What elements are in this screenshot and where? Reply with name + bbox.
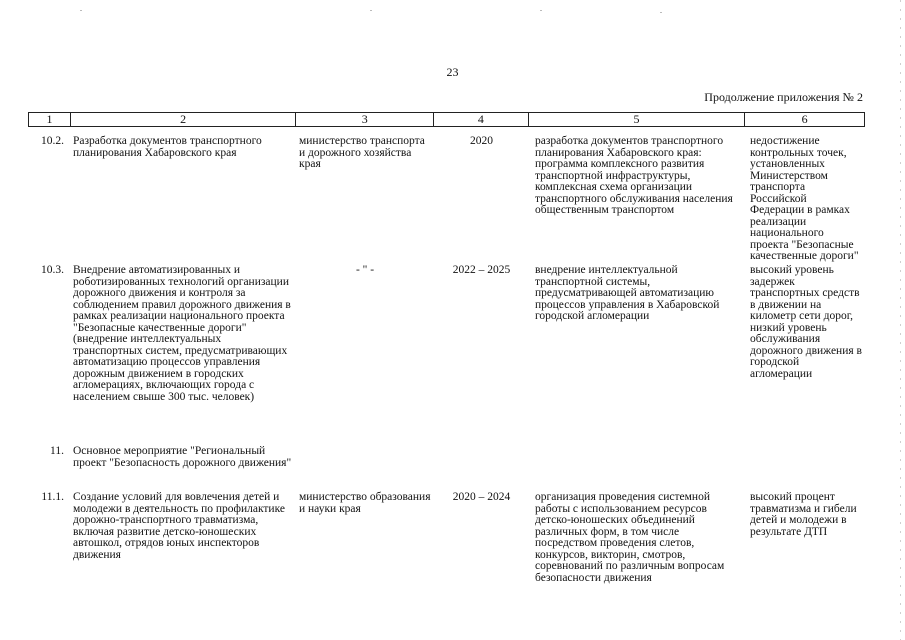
executor: министерство образования и науки края (299, 491, 431, 515)
table-row (28, 492, 865, 584)
executor (296, 446, 434, 469)
row-number: 10.3. (41, 264, 64, 276)
page-number: 23 (446, 65, 459, 79)
expected-result (529, 446, 746, 469)
table-row (28, 265, 865, 403)
expected-result: внедрение интеллектуальной транспортной системы, предусматривающей автоматизацию процессов управления в Хабаровской городской агломерации (535, 264, 720, 322)
executor: - " - (355, 264, 375, 276)
scan-edge-marks (900, 0, 901, 640)
executor: министерство транспорта и дорожного хозяйства края (299, 135, 425, 170)
scan-speck (80, 10, 82, 11)
consequence: высокий процент травматизма и гибели детей и молодежи в результате ДТП (750, 491, 857, 538)
event-name: Внедрение автоматизированных и роботизированных технологий организации дорожного движения и контроля за соблюдением правил дорожного движения в рамках реализации национального проекта "Безопасные качественные дороги" (внедрение интеллектуальных транспортных систем, предусматривающих автоматизацию процессов управления дорожным движением в городских агломерациях, включающих города с населением свыше 300 тыс. человек) (73, 264, 291, 403)
row-number: 11.1. (41, 491, 64, 503)
consequence (746, 446, 865, 469)
expected-result: организация проведения системной работы с использованием ресурсов детско-юношеских объединений различных форм, в том числе посредством проведения слетов, конкурсов, викторин, смотров, соревнований по различным вопросам безопасности движения (535, 491, 725, 584)
scan-speck (370, 10, 372, 11)
consequence: недостижение контрольных точек, установленных Министерством транспорта Российской Федерации в рамках реализации национального проекта "Безопасные качественные дороги" (750, 135, 859, 262)
table-row (28, 446, 865, 469)
header-col-2: 2 (71, 113, 296, 126)
row-number: 11. (50, 445, 64, 457)
period: 2020 (470, 135, 493, 147)
header-col-1: 1 (29, 113, 71, 126)
header-col-5: 5 (529, 113, 745, 126)
header-col-3: 3 (296, 113, 434, 126)
event-name: Разработка документов транспортного планирования Хабаровского края (73, 135, 262, 159)
period: 2020 – 2024 (452, 491, 511, 503)
row-number: 10.2. (41, 135, 64, 147)
scan-speck (540, 10, 542, 11)
table-header (28, 112, 865, 127)
consequence: высокий уровень задержек транспортных средств в движении на километр сети дорог, низкий уровень обслуживания дорожного движения в городской агломерации (750, 264, 862, 380)
expected-result: разработка документов транспортного планирования Хабаровского края: программа комплексного развития транспортной инфраструктуры, комплексная схема организации транспортного обслуживания населения общественным транспортом (535, 135, 733, 216)
header-col-4: 4 (434, 113, 529, 126)
header-col-6: 6 (801, 112, 808, 126)
scan-speck (660, 12, 662, 13)
period: 2022 – 2025 (452, 264, 511, 276)
table-row (28, 136, 865, 263)
period (434, 446, 529, 469)
event-name: Основное мероприятие "Региональный проект "Безопасность дорожного движения" (73, 445, 292, 469)
continuation-caption: Продолжение приложения № 2 (704, 90, 863, 104)
event-name: Создание условий для вовлечения детей и молодежи в деятельность по профилактике дорожно-транспортного травматизма, включая развитие детско-юношеских автошкол, отрядов юных инспекторов движения (73, 491, 285, 561)
